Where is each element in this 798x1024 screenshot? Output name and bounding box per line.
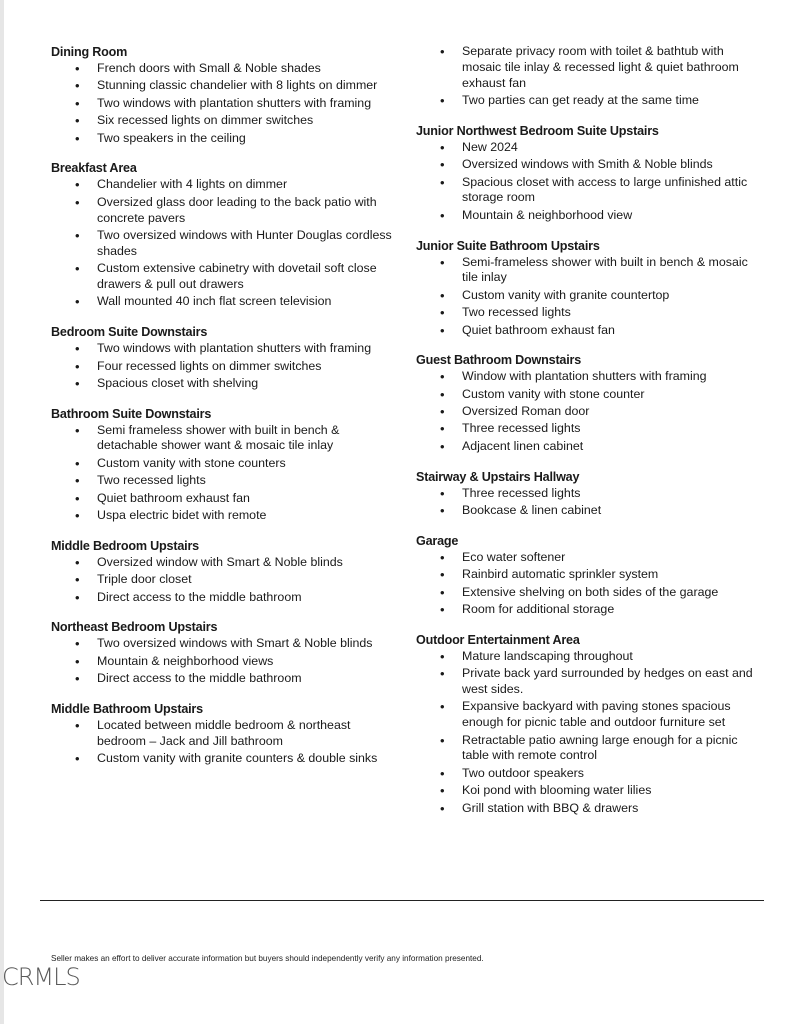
list-item: • Retractable patio awning large enough for a picnic table with remote control <box>416 733 761 765</box>
list-item: • Six recessed lights on dimmer switches <box>51 113 396 129</box>
section-title: Junior Northwest Bedroom Suite Upstairs <box>416 123 659 138</box>
list-item: • Triple door closet <box>51 572 396 588</box>
list-item: • Spacious closet with access to large unfinished attic storage room <box>416 175 761 207</box>
section-title: Bedroom Suite Downstairs <box>51 325 208 340</box>
page-edge <box>0 0 4 1024</box>
divider-rule <box>40 900 764 901</box>
list-item: • Two parties can get ready at the same time <box>416 93 761 109</box>
item-list <box>51 177 396 310</box>
section-title: Northeast Bedroom Upstairs <box>51 620 218 635</box>
list-item: • Two windows with plantation shutters with framing <box>51 96 396 112</box>
section-junior-suite-bathroom <box>416 238 761 339</box>
list-item: • Rainbird automatic sprinkler system <box>416 567 761 583</box>
list-item: • Mature landscaping throughout <box>416 649 761 665</box>
section-title: Garage <box>416 533 459 548</box>
list-item: • Two outdoor speakers <box>416 766 761 782</box>
section-guest-bathroom-downstairs <box>416 352 761 454</box>
list-item: • Oversized windows with Smith & Noble blinds <box>416 157 761 173</box>
list-item: • Wall mounted 40 inch flat screen television <box>51 294 396 310</box>
list-item: • Bookcase & linen cabinet <box>416 503 761 519</box>
section-title: Middle Bathroom Upstairs <box>51 702 203 716</box>
list-item: • Oversized Roman door <box>416 404 761 420</box>
list-item: • Room for additional storage <box>416 602 761 618</box>
section-middle-bedroom-upstairs <box>51 538 396 606</box>
item-list <box>416 255 761 339</box>
list-item: • Private back yard surrounded by hedges on east and west sides. <box>416 666 761 698</box>
list-item: • Oversized glass door leading to the back patio with concrete pavers <box>51 195 396 227</box>
list-item: • Window with plantation shutters with framing <box>416 369 761 385</box>
item-list <box>416 649 761 817</box>
list-item: • Two speakers in the ceiling <box>51 131 396 147</box>
list-item: • Custom vanity with stone counter <box>416 387 761 403</box>
disclaimer-text: Seller makes an effort to deliver accurate information but buyers should independently verify any information presented. <box>51 954 484 963</box>
list-item: • Three recessed lights <box>416 421 761 437</box>
list-item: • Semi-frameless shower with built in bench & mosaic tile inlay <box>416 255 761 287</box>
list-item: • Two oversized windows with Hunter Douglas cordless shades <box>51 228 396 260</box>
section-outdoor-entertainment-area <box>416 632 761 817</box>
left-column <box>51 44 396 781</box>
section-title: Breakfast Area <box>51 161 137 176</box>
list-item: • Extensive shelving on both sides of the garage <box>416 585 761 601</box>
section-breakfast-area <box>51 160 396 310</box>
list-item: • Semi frameless shower with built in bench & detachable shower want & mosaic tile inlay <box>51 423 396 455</box>
section-title: Junior Suite Bathroom Upstairs <box>416 238 600 253</box>
right-column <box>416 44 761 830</box>
list-item: • Adjacent linen cabinet <box>416 439 761 455</box>
section-dining-room <box>51 44 396 146</box>
item-list <box>51 341 396 392</box>
item-list <box>51 636 396 687</box>
section-middle-bathroom-upstairs <box>51 701 396 767</box>
item-list <box>51 61 396 146</box>
list-item: • Uspa electric bidet with remote <box>51 508 396 524</box>
item-list <box>51 555 396 606</box>
section-title: Stairway & Upstairs Hallway <box>416 469 580 484</box>
item-list <box>51 423 396 524</box>
list-item: • French doors with Small & Noble shades <box>51 61 396 77</box>
list-item: • Four recessed lights on dimmer switches <box>51 359 396 375</box>
list-item: • Expansive backyard with paving stones spacious enough for picnic table and outdoor furniture set <box>416 699 761 731</box>
item-list <box>416 486 761 519</box>
list-item: • Stunning classic chandelier with 8 lights on dimmer <box>51 78 396 94</box>
list-item: • Two oversized windows with Smart & Noble blinds <box>51 636 396 652</box>
section-northeast-bedroom-upstairs <box>51 619 396 687</box>
list-item: • Direct access to the middle bathroom <box>51 671 396 687</box>
list-item: • Grill station with BBQ & drawers <box>416 801 761 817</box>
list-item: • Two windows with plantation shutters with framing <box>51 341 396 357</box>
list-item: • Direct access to the middle bathroom <box>51 590 396 606</box>
section-junior-northwest-bedroom-suite <box>416 123 761 224</box>
list-item: • Mountain & neighborhood view <box>416 208 761 224</box>
section-bedroom-suite-downstairs <box>51 324 396 392</box>
list-item: • Located between middle bedroom & northeast bedroom – Jack and Jill bathroom <box>51 718 396 750</box>
list-item: • New 2024 <box>416 140 761 156</box>
list-item: • Custom extensive cabinetry with dovetail soft close drawers & pull out drawers <box>51 261 396 293</box>
list-item: • Mountain & neighborhood views <box>51 654 396 670</box>
list-item: • Custom vanity with granite counters & double sinks <box>51 751 396 767</box>
section-garage <box>416 533 761 618</box>
list-item: • Custom vanity with stone counters <box>51 456 396 472</box>
list-item: • Custom vanity with granite countertop <box>416 288 761 304</box>
list-item: • Chandelier with 4 lights on dimmer <box>51 177 396 193</box>
section-continuation <box>416 44 761 109</box>
list-item: • Three recessed lights <box>416 486 761 502</box>
item-list <box>416 44 761 109</box>
list-item: • Koi pond with blooming water lilies <box>416 783 761 799</box>
section-title: Bathroom Suite Downstairs <box>51 406 212 421</box>
section-title: Outdoor Entertainment Area <box>416 632 580 647</box>
section-title: Middle Bedroom Upstairs <box>51 538 199 553</box>
item-list <box>416 140 761 224</box>
list-item: • Two recessed lights <box>51 473 396 489</box>
item-list <box>416 550 761 618</box>
section-title: Guest Bathroom Downstairs <box>416 353 582 368</box>
list-item: • Quiet bathroom exhaust fan <box>51 491 396 507</box>
list-item: • Spacious closet with shelving <box>51 376 396 392</box>
section-bathroom-suite-downstairs <box>51 406 396 524</box>
list-item: • Oversized window with Smart & Noble blinds <box>51 555 396 571</box>
list-item: • Quiet bathroom exhaust fan <box>416 323 761 339</box>
list-item: • Separate privacy room with toilet & bathtub with mosaic tile inlay & recessed light & quiet bathroom exhaust fan <box>416 44 761 91</box>
crmls-watermark-logo: CRMLS <box>2 963 80 991</box>
item-list <box>51 718 396 767</box>
section-stairway-upstairs-hallway <box>416 469 761 519</box>
list-item: • Eco water softener <box>416 550 761 566</box>
section-title: Dining Room <box>51 45 128 59</box>
item-list <box>416 369 761 454</box>
list-item: • Two recessed lights <box>416 305 761 321</box>
